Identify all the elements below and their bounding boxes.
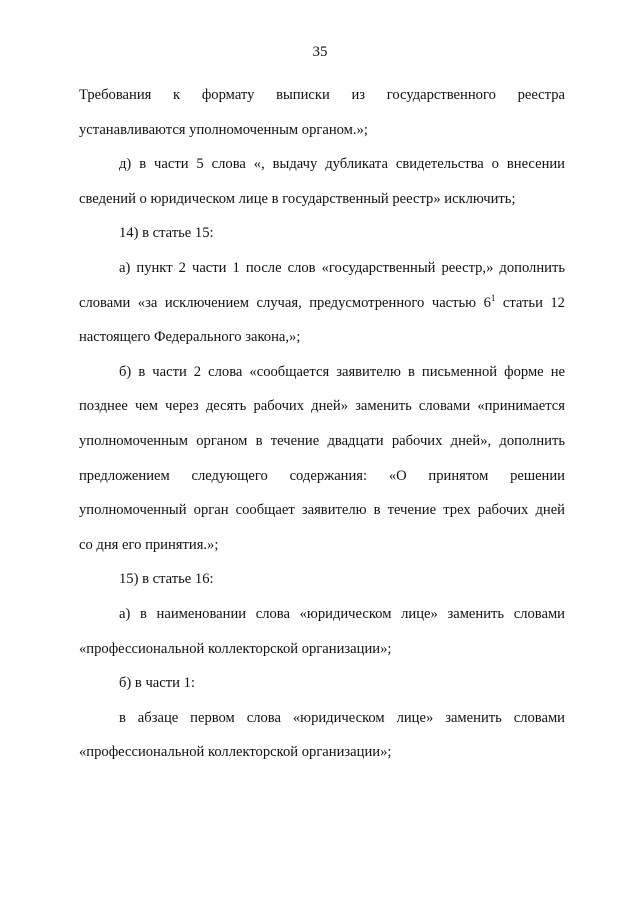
paragraph-article-16: [79, 562, 565, 597]
text-line: уполномоченным органом в течение двадцати рабочих дней», дополнить: [79, 432, 565, 449]
text-line: «профессиональной коллекторской организации»;: [79, 640, 392, 657]
text-line: со дня его принятия.»;: [79, 536, 219, 553]
text-line: предложением следующего содержания: «О принятом решении: [79, 467, 565, 484]
paragraph-first-abzac: [79, 701, 565, 770]
paragraph-a-title: [79, 597, 565, 666]
text-line: «профессиональной коллекторской организации»;: [79, 744, 392, 761]
text-line: позднее чем через десять рабочих дней» заменить словами «принимается: [79, 398, 565, 415]
text-line: а) в наименовании слова «юридическом лице» заменить словами: [119, 605, 565, 622]
text-line: 15) в статье 16:: [119, 571, 214, 588]
paragraph-a-point-2: [79, 251, 565, 355]
text-line: Требования к формату выписки из государственного реестра: [79, 87, 565, 103]
paragraph-d-part-5: [79, 147, 565, 216]
paragraph-article-15: [79, 216, 565, 251]
text-line: устанавливаются уполномоченным органом.»;: [79, 121, 368, 138]
superscript: 1: [490, 292, 496, 303]
document-body: [79, 78, 565, 770]
text-line: д) в части 5 слова «, выдачу дубликата свидетельства о внесении: [119, 156, 565, 173]
paragraph-b-part-2: [79, 355, 565, 563]
text-line: в абзаце первом слова «юридическом лице» заменить словами: [119, 709, 565, 726]
page-number: 35: [312, 44, 328, 60]
text-line: 14) в статье 15:: [119, 225, 214, 242]
text-line: б) в части 2 слова «сообщается заявителю в письменной форме не: [119, 363, 565, 380]
text-line: сведений о юридическом лице в государственный реестр» исключить;: [79, 190, 516, 207]
text-line: настоящего Федерального закона,»;: [79, 329, 301, 346]
text-line: уполномоченный орган сообщает заявителю в течение трех рабочих дней: [79, 502, 565, 519]
text-line-with-superscript: [79, 286, 565, 321]
text-fragment: статьи 12: [495, 294, 565, 311]
text-line: а) пункт 2 части 1 после слов «государственный реестр,» дополнить: [119, 259, 565, 276]
paragraph-requirements-format: [79, 78, 565, 147]
text-fragment: словами «за исключением случая, предусмотренного частью 6: [79, 294, 491, 311]
text-line: б) в части 1:: [119, 675, 195, 692]
paragraph-b-part-1: [79, 666, 565, 701]
